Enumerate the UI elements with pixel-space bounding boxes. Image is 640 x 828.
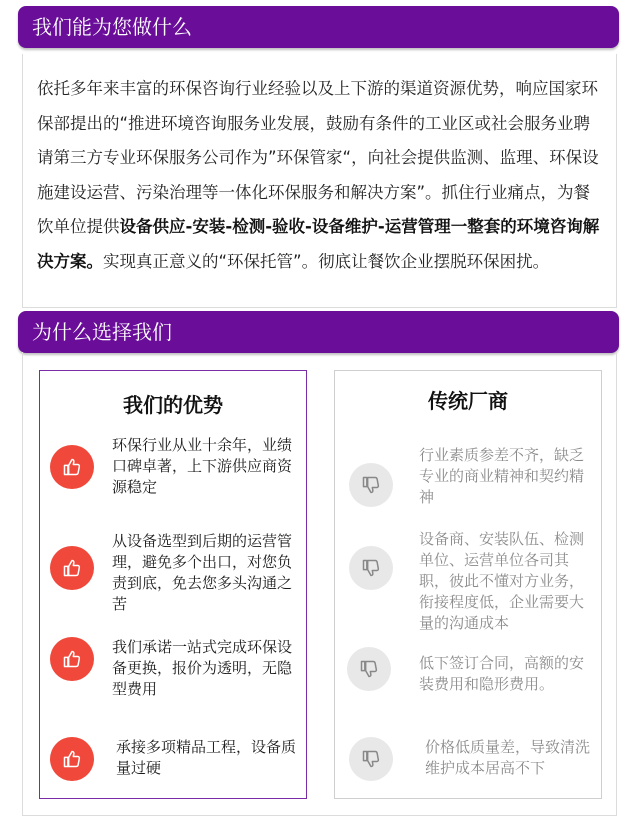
intro-text: 依托多年来丰富的环保咨询行业经验以及上下游的渠道资源优势，响应国家环保部提出的“推进环境咨询服务业发展，鼓励有条件的工业区或社会服务业聘请第三方专业环保服务公司作为”环保管家“，向社会提供监测、监理、环保设施建设运营、污染治理等一体化环保服务和解决方案”。抓住行业痛点，为餐饮单位提供 [37,79,599,236]
thumbs-up-icon [50,737,94,781]
thumbs-down-icon [349,546,393,590]
intro-text-box [22,54,617,308]
drawback-text: 低下签订合同，高额的安装费用和隐形费用。 [419,654,585,693]
advantage-text: 环保行业从业十余年，业绩口碑卓著，上下游供应商资源稳定 [112,436,293,496]
thumbs-down-icon [349,737,393,781]
column-title: 我们的优势 [123,393,223,417]
section-title: 为什么选择我们 [32,320,172,344]
comparison-box [22,352,617,816]
advantage-text: 我们承诺一站式完成环保设备更换，报价为透明，无隐型费用 [112,638,293,698]
thumbs-up-icon [50,445,94,489]
thumbs-up-icon [50,546,94,590]
thumbs-up-icon [50,637,94,681]
intro-text-bold: 设备供应-安装-检测-验收-设备维护-运营管理一整套的环境咨询解决方案。 [37,217,600,271]
advantage-text: 承接多项精品工程，设备质量过硬 [116,738,297,777]
intro-text-end: 实现真正意义的“环保托管”。彻底让餐饮企业摆脱环保困扰。 [103,251,550,271]
drawback-text: 行业素质参差不齐，缺乏专业的商业精神和契约精神 [419,446,585,506]
our-advantages-column [39,370,307,799]
column-title: 传统厂商 [428,389,508,413]
thumbs-down-icon [349,463,393,507]
advantage-text: 从设备选型到后期的运营管理，避免多个出口，对您负责到底，免去您多头沟通之苦 [112,532,293,613]
traditional-vendors-column [334,370,602,799]
drawback-text: 价格低质量差，导致清洗维护成本居高不下 [425,738,591,777]
section-header-why-us [18,311,619,353]
drawback-text: 设备商、安装队伍、检测单位、运营单位各司其职，彼此不懂对方业务，衔接程度低，企业需要大量的沟通成本 [419,530,585,632]
thumbs-down-icon [347,647,391,691]
section-header-what-we-do [18,6,619,48]
section-title: 我们能为您做什么 [32,15,192,39]
